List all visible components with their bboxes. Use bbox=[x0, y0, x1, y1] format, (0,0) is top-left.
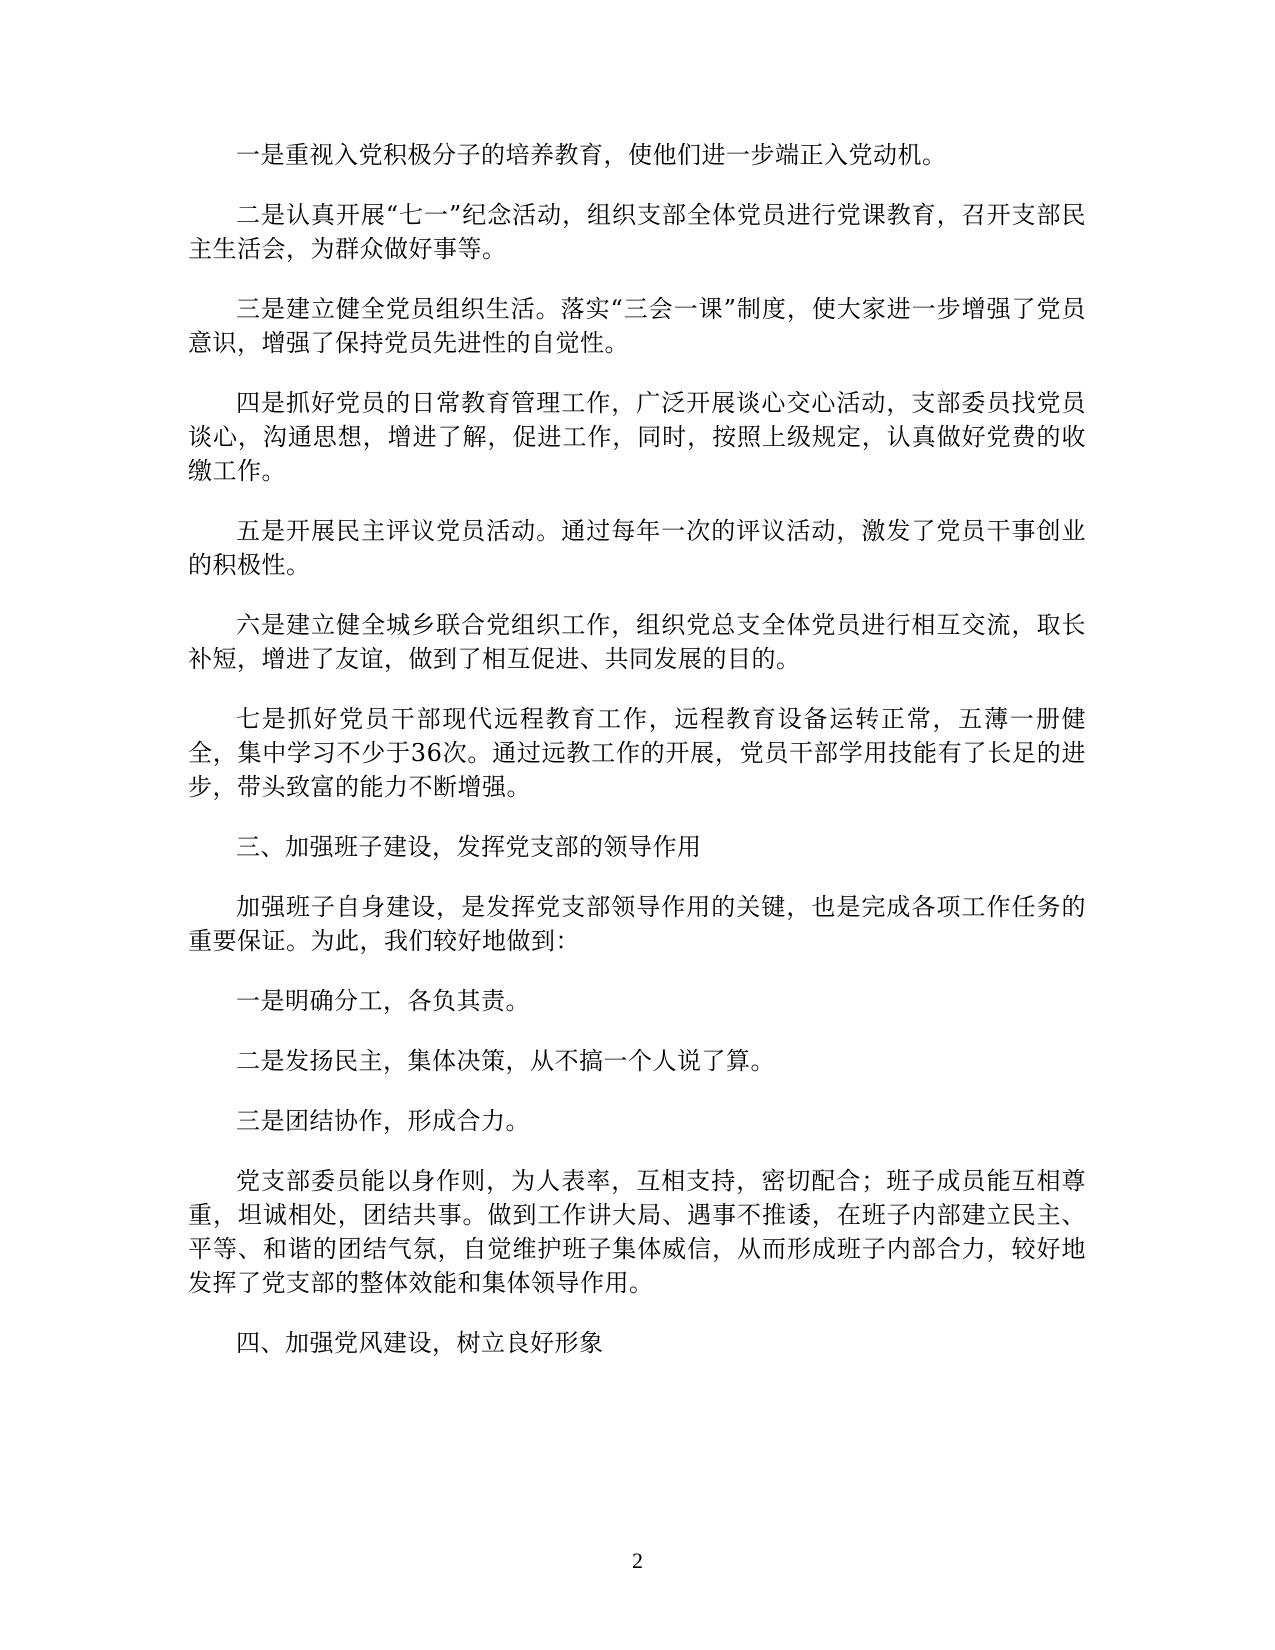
paragraph: 六是建立健全城乡联合党组织工作，组织党总支全体党员进行相互交流，取长补短，增进了友谊，做到了相互促进、共同发展的目的。 bbox=[188, 611, 1086, 673]
paragraph: 五是开展民主评议党员活动。通过每年一次的评议活动，激发了党员干事创业的积极性。 bbox=[188, 517, 1086, 579]
paragraph: 二是认真开展“七一”纪念活动，组织支部全体党员进行党课教育，召开支部民主生活会，为群众做好事等。 bbox=[188, 201, 1086, 263]
paragraph: 党支部委员能以身作则，为人表率，互相支持，密切配合；班子成员能互相尊重，坦诚相处，团结共事。做到工作讲大局、遇事不推诿，在班子内部建立民主、平等、和谐的团结气氛，自觉维护班子集体威信，从而形成班子内部合力，较好地发挥了党支部的整体效能和集体领导作用。 bbox=[188, 1167, 1086, 1297]
paragraph: 三是团结协作，形成合力。 bbox=[236, 1107, 530, 1135]
section-heading: 三、加强班子建设，发挥党支部的领导作用 bbox=[236, 833, 702, 861]
document-body bbox=[188, 138, 1086, 1386]
paragraph: 加强班子自身建设，是发挥党支部领导作用的关键，也是完成各项工作任务的重要保证。为此，我们较好地做到： bbox=[188, 893, 1086, 955]
paragraph: 三是建立健全党员组织生活。落实“三会一课”制度，使大家进一步增强了党员意识，增强了保持党员先进性的自觉性。 bbox=[188, 295, 1086, 357]
section-heading: 四、加强党风建设，树立良好形象 bbox=[236, 1329, 604, 1357]
paragraph: 二是发扬民主，集体决策，从不搞一个人说了算。 bbox=[236, 1047, 775, 1075]
paragraph: 一是重视入党积极分子的培养教育，使他们进一步端正入党动机。 bbox=[236, 141, 947, 169]
paragraph: 四是抓好党员的日常教育管理工作，广泛开展谈心交心活动，支部委员找党员谈心，沟通思想，增进了解，促进工作，同时，按照上级规定，认真做好党费的收缴工作。 bbox=[188, 389, 1086, 485]
paragraph: 七是抓好党员干部现代远程教育工作，远程教育设备运转正常，五薄一册健全，集中学习不少于36次。通过远教工作的开展，党员干部学用技能有了长足的进步，带头致富的能力不断增强。 bbox=[188, 705, 1086, 801]
paragraph: 一是明确分工，各负其责。 bbox=[236, 987, 530, 1015]
page-number: 2 bbox=[632, 1548, 643, 1573]
